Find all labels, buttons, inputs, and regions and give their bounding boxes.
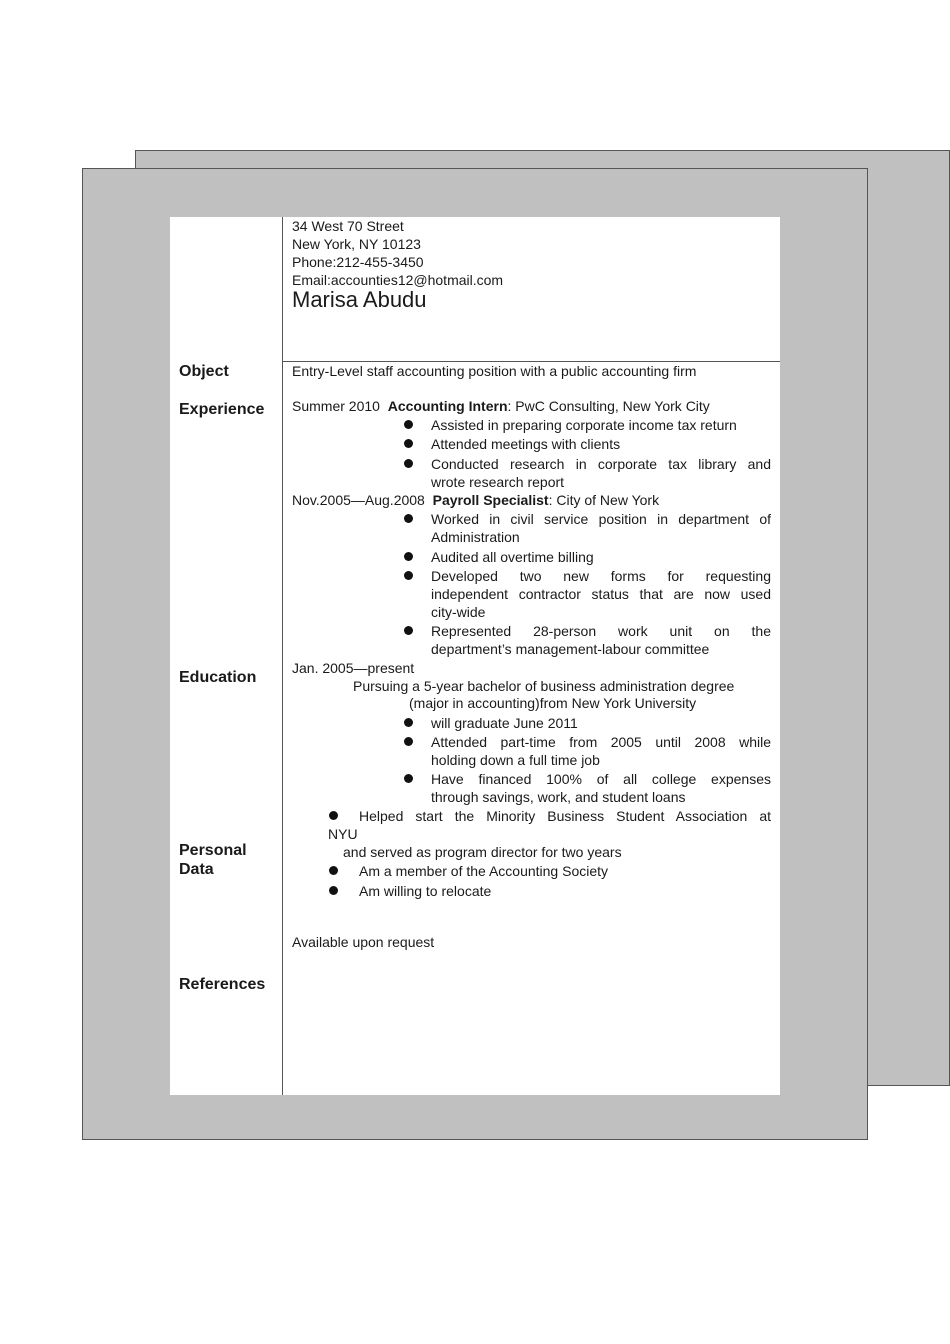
bullet-icon bbox=[404, 737, 413, 746]
bullet-icon bbox=[404, 439, 413, 448]
bullet-icon bbox=[404, 571, 413, 580]
job2-heading bbox=[292, 491, 659, 509]
section-label-references: References bbox=[179, 976, 266, 993]
job1-heading bbox=[292, 397, 710, 415]
bullet-icon bbox=[404, 552, 413, 561]
job2-bullet-3-line1: Developed two new forms for requesting bbox=[431, 568, 771, 584]
bullet-icon bbox=[404, 459, 413, 468]
education-bullet-2-line2: holding down a full time job bbox=[431, 752, 600, 768]
job2-date: Nov.2005—Aug.2008 bbox=[292, 492, 425, 508]
contact-phone: Phone:212-455-3450 bbox=[292, 254, 424, 270]
education-bullet-1: will graduate June 2011 bbox=[431, 715, 578, 731]
personal-bullet-1-line1: Helped start the Minority Business Student Association at bbox=[359, 808, 771, 824]
bullet-icon bbox=[404, 420, 413, 429]
job1-bullet-1: Assisted in preparing corporate income tax return bbox=[431, 417, 737, 433]
contact-city: New York, NY 10123 bbox=[292, 236, 421, 252]
resume-page bbox=[170, 217, 780, 1095]
section-label-personal: Personal bbox=[179, 842, 247, 859]
education-bullet-3-line2: through savings, work, and student loans bbox=[431, 789, 686, 805]
column-divider bbox=[282, 217, 283, 1095]
job1-title: Accounting Intern bbox=[387, 398, 508, 414]
section-label-education: Education bbox=[179, 669, 257, 686]
job2-bullet-4-line2: department’s management-labour committee bbox=[431, 641, 710, 657]
personal-bullet-2: Am a member of the Accounting Society bbox=[359, 863, 609, 879]
contact-email: Email:accounties12@hotmail.com bbox=[292, 272, 504, 288]
job1-date: Summer 2010 bbox=[292, 398, 380, 414]
objective-text: Entry-Level staff accounting position with a public accounting firm bbox=[292, 363, 697, 379]
applicant-name: Marisa Abudu bbox=[292, 287, 427, 312]
personal-bullet-1-line3: and served as program director for two years bbox=[343, 844, 622, 860]
bullet-icon bbox=[329, 866, 338, 875]
section-label-data: Data bbox=[179, 861, 214, 878]
personal-bullet-1-line2: NYU bbox=[328, 826, 358, 842]
bullet-icon bbox=[404, 718, 413, 727]
references-text: Available upon request bbox=[292, 934, 435, 950]
contact-street: 34 West 70 Street bbox=[292, 218, 404, 234]
job1-bullet-3-line2: wrote research report bbox=[431, 474, 565, 490]
job2-bullet-3-line3: city-wide bbox=[431, 604, 486, 620]
education-line-2: (major in accounting)from New York University bbox=[409, 695, 697, 711]
job2-bullet-1-line1: Worked in civil service position in department of bbox=[431, 511, 771, 527]
bullet-icon bbox=[404, 626, 413, 635]
bullet-icon bbox=[329, 886, 338, 895]
bullet-icon bbox=[329, 811, 338, 820]
personal-bullet-3: Am willing to relocate bbox=[359, 883, 492, 899]
job2-bullet-2: Audited all overtime billing bbox=[431, 549, 594, 565]
section-label-object: Object bbox=[179, 363, 229, 380]
bullet-icon bbox=[404, 514, 413, 523]
job2-bullet-3-line2: independent contractor status that are now used bbox=[431, 586, 771, 602]
education-bullet-2-line1: Attended part-time from 2005 until 2008 while bbox=[431, 734, 771, 750]
education-line-1: Pursuing a 5-year bachelor of business administration degree bbox=[353, 678, 735, 694]
job2-bullet-1-line2: Administration bbox=[431, 529, 520, 545]
job1-bullet-2: Attended meetings with clients bbox=[431, 436, 621, 452]
bullet-icon bbox=[404, 774, 413, 783]
job1-bullet-3-line1: Conducted research in corporate tax library and bbox=[431, 456, 771, 472]
education-date: Jan. 2005—present bbox=[292, 660, 415, 676]
education-bullet-3-line1: Have financed 100% of all college expenses bbox=[431, 771, 771, 787]
job2-title: Payroll Specialist bbox=[432, 492, 549, 508]
job1-org: : PwC Consulting, New York City bbox=[507, 398, 710, 414]
section-label-experience: Experience bbox=[179, 401, 265, 418]
job2-org: : City of New York bbox=[548, 492, 660, 508]
job2-bullet-4-line1: Represented 28-person work unit on the bbox=[431, 623, 771, 639]
